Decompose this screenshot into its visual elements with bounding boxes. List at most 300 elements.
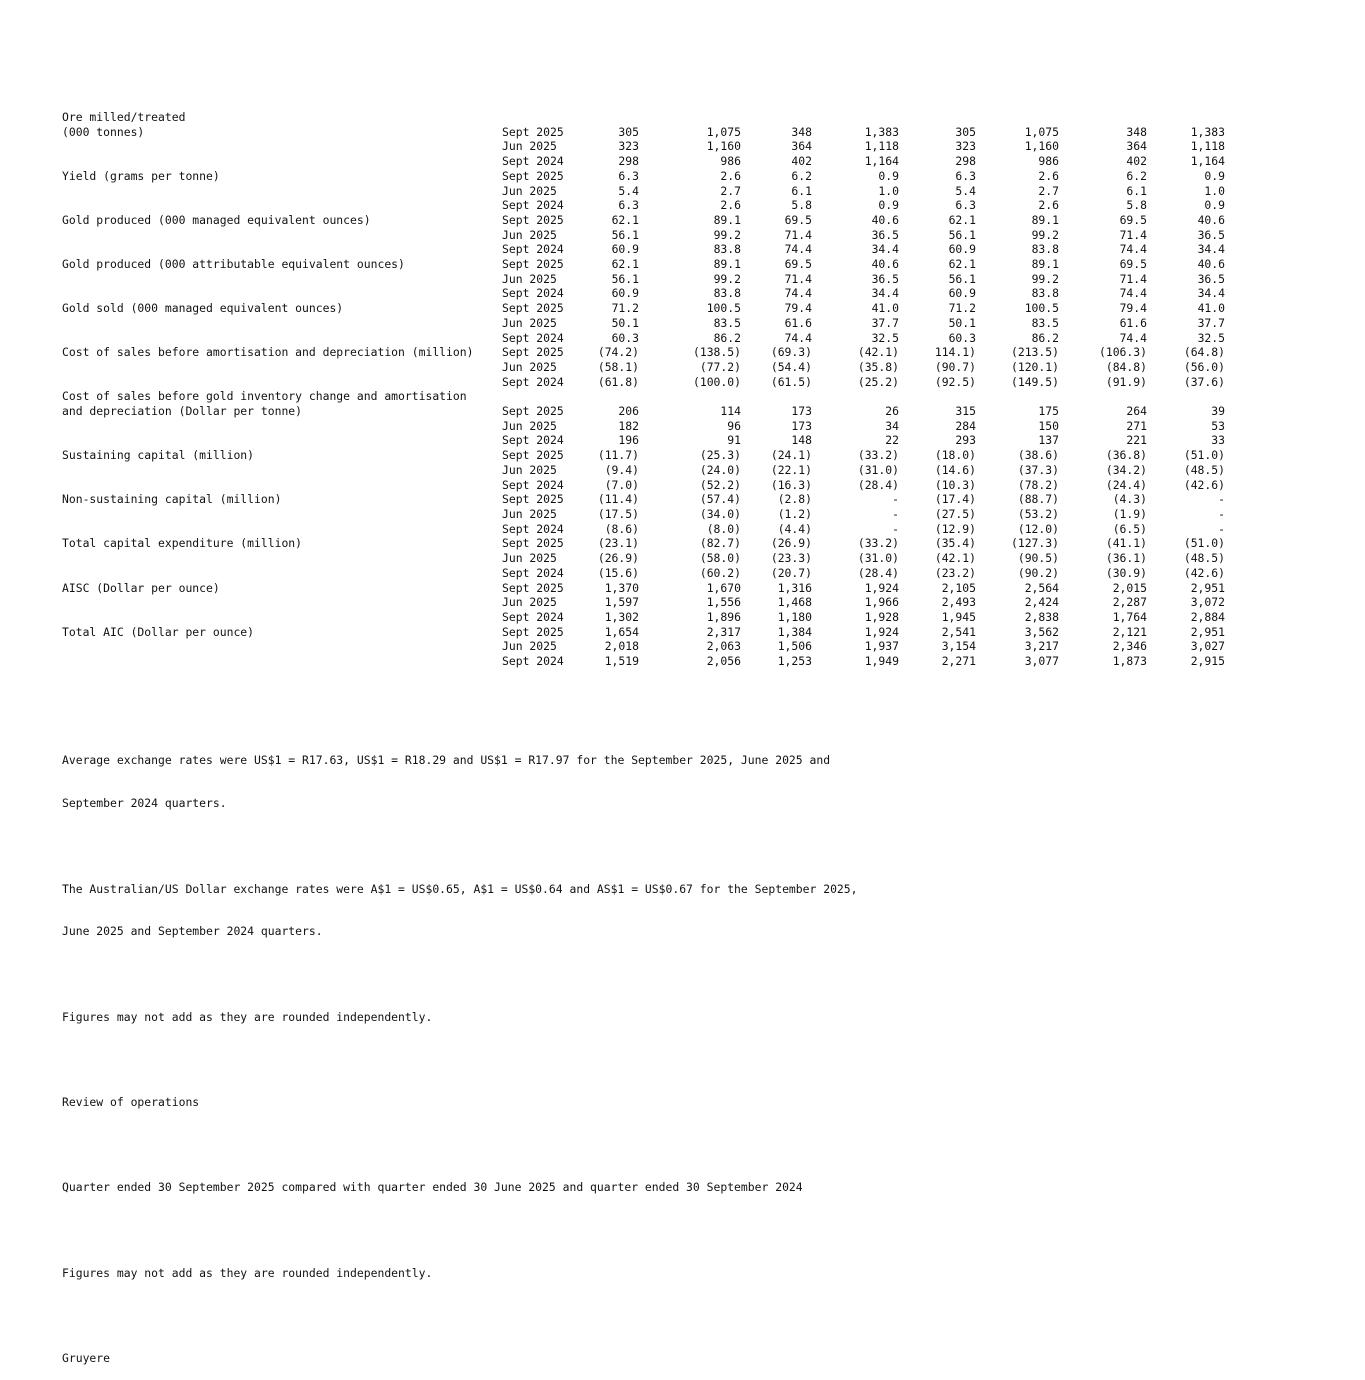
value-cell: 264	[1126, 404, 1147, 419]
value-cell: 74.4	[784, 242, 812, 257]
value-cell: 71.4	[1119, 227, 1147, 242]
value-cell: 83.5	[713, 315, 741, 330]
value-cell: (53.2)	[1017, 506, 1059, 521]
value-cell	[741, 110, 812, 125]
value-cell: 1.0	[878, 183, 899, 198]
value-cell: 1,180	[777, 609, 812, 624]
value-cell: (61.8)	[597, 374, 639, 389]
row-label	[62, 360, 502, 375]
row-period: Jun 2025	[502, 183, 557, 198]
table-row	[62, 478, 1225, 493]
spacer	[62, 839, 1342, 854]
value-cell: (92.5)	[934, 374, 976, 389]
value-cell: 305	[618, 124, 639, 139]
value-cell: 1,670	[706, 580, 741, 595]
value-cell: 36.5	[871, 227, 899, 242]
value-cell: 6.2	[791, 168, 812, 183]
value-cell: (11.4)	[597, 492, 639, 507]
value-cell: 6.2	[1126, 168, 1147, 183]
value-cell: (35.4)	[934, 536, 976, 551]
value-cell: 62.1	[611, 257, 639, 272]
row-period: Sept 2025	[502, 492, 564, 507]
value-cell: (60.2)	[699, 565, 741, 580]
row-period: Jun 2025	[502, 271, 557, 286]
value-cell: 6.1	[1126, 183, 1147, 198]
exchange-rate-note-line-2: September 2024 quarters.	[62, 796, 227, 811]
value-cell: 1,945	[941, 609, 976, 624]
value-cell: 221	[1126, 433, 1147, 448]
value-cell: 62.1	[611, 212, 639, 227]
row-period: Jun 2025	[502, 639, 557, 654]
row-label: Total AIC (Dollar per ounce)	[62, 624, 255, 639]
value-cell: 69.5	[1119, 257, 1147, 272]
value-cell: 2,063	[706, 639, 741, 654]
row-period: Sept 2024	[502, 374, 564, 389]
value-cell: 196	[618, 433, 639, 448]
value-cell: (91.9)	[1105, 374, 1147, 389]
value-cell: (27.5)	[934, 506, 976, 521]
value-cell: 1,383	[1190, 124, 1225, 139]
value-cell: 37.7	[871, 315, 899, 330]
value-cell: 1,556	[706, 595, 741, 610]
value-cell: 114	[720, 404, 741, 419]
row-period: Sept 2024	[502, 286, 564, 301]
value-cell: (24.1)	[770, 448, 812, 463]
table-row	[62, 492, 1225, 507]
row-label	[62, 375, 502, 390]
value-cell: 2,838	[1024, 609, 1059, 624]
table-row	[62, 433, 1225, 448]
value-cell: (54.4)	[770, 359, 812, 374]
spacer	[62, 967, 1342, 982]
value-cell: 148	[791, 433, 812, 448]
spacer	[62, 1308, 1342, 1323]
value-cell: (51.0)	[1183, 448, 1225, 463]
value-cell: 1,370	[604, 580, 639, 595]
table-row	[62, 448, 1225, 463]
value-cell: 37.7	[1197, 315, 1225, 330]
spacer	[62, 1138, 1342, 1153]
value-cell: 1,519	[604, 654, 639, 669]
row-period: Sept 2025	[502, 624, 564, 639]
value-cell: (90.2)	[1017, 565, 1059, 580]
value-cell: 99.2	[1031, 227, 1059, 242]
value-cell: (69.3)	[770, 345, 812, 360]
row-period: Sept 2025	[502, 168, 564, 183]
value-cell: 6.3	[618, 168, 639, 183]
value-cell	[582, 389, 639, 404]
value-cell: (25.3)	[699, 448, 741, 463]
value-cell: 2,346	[1112, 639, 1147, 654]
value-cell: 2,317	[706, 624, 741, 639]
value-cell: 40.6	[871, 257, 899, 272]
value-cell: 99.2	[1031, 271, 1059, 286]
row-label: Cost of sales before amortisation and depreciation (million)	[62, 345, 474, 360]
aud-exchange-note-line-2: June 2025 and September 2024 quarters.	[62, 924, 323, 939]
spacer	[62, 1223, 1342, 1238]
table-row	[62, 389, 1225, 404]
value-cell: 91	[727, 433, 741, 448]
value-cell: (213.5)	[1010, 345, 1059, 360]
value-cell: 62.1	[948, 212, 976, 227]
value-cell	[899, 389, 976, 404]
value-cell: (23.1)	[597, 536, 639, 551]
value-cell: (88.7)	[1017, 492, 1059, 507]
value-cell: -	[1218, 521, 1225, 536]
value-cell: 5.8	[1126, 198, 1147, 213]
value-cell: 36.5	[1197, 227, 1225, 242]
value-cell: 83.5	[1031, 315, 1059, 330]
value-cell: (51.0)	[1183, 536, 1225, 551]
value-cell: (8.0)	[706, 521, 741, 536]
value-cell: (30.9)	[1105, 565, 1147, 580]
value-cell: (11.7)	[597, 448, 639, 463]
value-cell: 26	[885, 404, 899, 419]
value-cell: (17.5)	[597, 506, 639, 521]
table-row	[62, 345, 1225, 360]
value-cell: 62.1	[948, 257, 976, 272]
row-label: Gold sold (000 managed equivalent ounces)	[62, 301, 344, 316]
value-cell: 2.6	[720, 168, 741, 183]
value-cell: (16.3)	[770, 477, 812, 492]
value-cell: 2,951	[1190, 624, 1225, 639]
row-period: Sept 2024	[502, 433, 564, 448]
value-cell: 74.4	[1119, 286, 1147, 301]
value-cell: (15.6)	[597, 565, 639, 580]
value-cell: -	[892, 521, 899, 536]
value-cell: (77.2)	[699, 359, 741, 374]
value-cell	[812, 110, 899, 125]
table-row	[62, 404, 1225, 419]
table-row	[62, 286, 1225, 301]
value-cell: (26.9)	[597, 551, 639, 566]
value-cell: (37.3)	[1017, 462, 1059, 477]
value-cell: 323	[955, 139, 976, 154]
value-cell: 71.4	[784, 271, 812, 286]
value-cell: 1,164	[864, 154, 899, 169]
table-row	[62, 522, 1225, 537]
table-row	[62, 125, 1225, 140]
row-period: Sept 2024	[502, 521, 564, 536]
value-cell: 2,951	[1190, 580, 1225, 595]
value-cell: 175	[1038, 404, 1059, 419]
value-cell: 89.1	[1031, 212, 1059, 227]
row-label: (000 tonnes)	[62, 124, 145, 139]
row-period: Sept 2024	[502, 477, 564, 492]
value-cell: 298	[955, 154, 976, 169]
table-row	[62, 198, 1225, 213]
value-cell: 1,654	[604, 624, 639, 639]
value-cell: 2,424	[1024, 595, 1059, 610]
value-cell: (26.9)	[770, 536, 812, 551]
value-cell: (42.6)	[1183, 565, 1225, 580]
value-cell: 323	[618, 139, 639, 154]
row-label	[62, 198, 502, 213]
row-label	[62, 433, 502, 448]
spacer	[62, 711, 1342, 726]
value-cell: (4.3)	[1112, 492, 1147, 507]
value-cell: 402	[791, 154, 812, 169]
value-cell: 986	[720, 154, 741, 169]
value-cell: 2.7	[720, 183, 741, 198]
value-cell: (90.7)	[934, 359, 976, 374]
row-period: Sept 2025	[502, 212, 564, 227]
value-cell: 56.1	[611, 271, 639, 286]
value-cell: (31.0)	[857, 462, 899, 477]
value-cell: 284	[955, 418, 976, 433]
rounding-note: Figures may not add as they are rounded independently.	[62, 1009, 433, 1024]
value-cell: (56.0)	[1183, 359, 1225, 374]
value-cell: 1,966	[864, 595, 899, 610]
row-label: Total capital expenditure (million)	[62, 536, 303, 551]
value-cell: 61.6	[1119, 315, 1147, 330]
value-cell: (127.3)	[1010, 536, 1059, 551]
row-period: Sept 2025	[502, 124, 564, 139]
row-period: Sept 2024	[502, 654, 564, 669]
row-label	[62, 419, 502, 434]
row-label	[62, 610, 502, 625]
value-cell: 206	[618, 404, 639, 419]
value-cell: 173	[791, 404, 812, 419]
value-cell: 1,506	[777, 639, 812, 654]
table-row	[62, 331, 1225, 346]
value-cell: (24.0)	[699, 462, 741, 477]
value-cell: (12.0)	[1017, 521, 1059, 536]
row-period: Sept 2025	[502, 345, 564, 360]
value-cell: 83.8	[1031, 286, 1059, 301]
value-cell: 1,160	[706, 139, 741, 154]
value-cell: 71.2	[611, 301, 639, 316]
value-cell: 71.4	[784, 227, 812, 242]
value-cell: (36.8)	[1105, 448, 1147, 463]
value-cell: 2,541	[941, 624, 976, 639]
value-cell: 2,884	[1190, 609, 1225, 624]
value-cell: 22	[885, 433, 899, 448]
row-label: Gold produced (000 managed equivalent ounces)	[62, 212, 371, 227]
row-label	[62, 551, 502, 566]
table-row	[62, 184, 1225, 199]
row-label	[62, 639, 502, 654]
value-cell	[899, 110, 976, 125]
row-period: Sept 2025	[502, 257, 564, 272]
value-cell: 0.9	[1204, 168, 1225, 183]
value-cell: (58.0)	[699, 551, 741, 566]
value-cell: 1,896	[706, 609, 741, 624]
table-row	[62, 242, 1225, 257]
value-cell: 1,468	[777, 595, 812, 610]
value-cell: -	[1218, 506, 1225, 521]
value-cell: 1,924	[864, 580, 899, 595]
value-cell: (33.2)	[857, 448, 899, 463]
value-cell: 1,316	[777, 580, 812, 595]
value-cell: (42.6)	[1183, 477, 1225, 492]
row-label	[62, 272, 502, 287]
value-cell: 1,253	[777, 654, 812, 669]
value-cell: (17.4)	[934, 492, 976, 507]
value-cell: 60.3	[611, 330, 639, 345]
row-period: Sept 2024	[502, 154, 564, 169]
value-cell: 40.6	[871, 212, 899, 227]
table-row	[62, 213, 1225, 228]
value-cell: 0.9	[878, 168, 899, 183]
table-row	[62, 110, 1225, 125]
row-label	[62, 286, 502, 301]
value-cell: 56.1	[948, 271, 976, 286]
value-cell: 56.1	[611, 227, 639, 242]
value-cell: 1.0	[1204, 183, 1225, 198]
table-row	[62, 375, 1225, 390]
row-label: AISC (Dollar per ounce)	[62, 580, 220, 595]
value-cell: 298	[618, 154, 639, 169]
value-cell: 1,160	[1024, 139, 1059, 154]
table-row	[62, 463, 1225, 478]
value-cell: 69.5	[784, 257, 812, 272]
value-cell: (12.9)	[934, 521, 976, 536]
value-cell: (6.5)	[1112, 521, 1147, 536]
value-cell: 1,873	[1112, 654, 1147, 669]
value-cell: 3,154	[941, 639, 976, 654]
value-cell	[976, 110, 1059, 125]
value-cell: 100.5	[706, 301, 741, 316]
value-cell: 293	[955, 433, 976, 448]
value-cell: 69.5	[784, 212, 812, 227]
value-cell: 89.1	[1031, 257, 1059, 272]
table-row	[62, 581, 1225, 596]
value-cell: (8.6)	[604, 521, 639, 536]
value-cell: 2,287	[1112, 595, 1147, 610]
row-label	[62, 139, 502, 154]
row-label	[62, 316, 502, 331]
spacer	[62, 1052, 1342, 1067]
value-cell: 6.3	[618, 198, 639, 213]
value-cell: (9.4)	[604, 462, 639, 477]
value-cell: (28.4)	[857, 477, 899, 492]
value-cell: 3,077	[1024, 654, 1059, 669]
value-cell: (35.8)	[857, 359, 899, 374]
value-cell: 86.2	[713, 330, 741, 345]
rounding-note-2: Figures may not add as they are rounded independently.	[62, 1265, 433, 1280]
value-cell: 50.1	[948, 315, 976, 330]
value-cell: 2,018	[604, 639, 639, 654]
value-cell: 364	[791, 139, 812, 154]
value-cell: 34.4	[1197, 286, 1225, 301]
review-heading: Review of operations	[62, 1094, 200, 1109]
value-cell: 1,075	[1024, 124, 1059, 139]
value-cell: 2,015	[1112, 580, 1147, 595]
row-label	[62, 184, 502, 199]
value-cell: (23.2)	[934, 565, 976, 580]
operations-table	[62, 110, 1225, 669]
row-period	[502, 110, 582, 125]
value-cell: 71.2	[948, 301, 976, 316]
table-row	[62, 654, 1225, 669]
value-cell: 6.3	[955, 198, 976, 213]
value-cell: 2,121	[1112, 624, 1147, 639]
table-row	[62, 272, 1225, 287]
value-cell: (33.2)	[857, 536, 899, 551]
value-cell: 6.1	[791, 183, 812, 198]
table-row	[62, 419, 1225, 434]
quarter-comparison-heading: Quarter ended 30 September 2025 compared with quarter ended 30 June 2025 and quarter ended 30 September 2024	[62, 1180, 803, 1195]
operations-table-body	[62, 110, 1225, 669]
value-cell: (42.1)	[934, 551, 976, 566]
value-cell: 41.0	[1197, 301, 1225, 316]
value-cell: (42.1)	[857, 345, 899, 360]
value-cell: 1,764	[1112, 609, 1147, 624]
row-label: Sustaining capital (million)	[62, 448, 255, 463]
value-cell: (90.5)	[1017, 551, 1059, 566]
value-cell: (84.8)	[1105, 359, 1147, 374]
value-cell: 137	[1038, 433, 1059, 448]
row-period: Jun 2025	[502, 506, 557, 521]
value-cell: (1.9)	[1112, 506, 1147, 521]
value-cell: (48.5)	[1183, 462, 1225, 477]
value-cell: 71.4	[1119, 271, 1147, 286]
value-cell: 86.2	[1031, 330, 1059, 345]
value-cell	[582, 110, 639, 125]
value-cell: 348	[791, 124, 812, 139]
value-cell: 2,105	[941, 580, 976, 595]
value-cell: (149.5)	[1010, 374, 1059, 389]
value-cell: 1,384	[777, 624, 812, 639]
value-cell: (31.0)	[857, 551, 899, 566]
value-cell	[639, 110, 741, 125]
value-cell: 89.1	[713, 257, 741, 272]
value-cell	[812, 389, 899, 404]
value-cell: (58.1)	[597, 359, 639, 374]
value-cell: 1,118	[1190, 139, 1225, 154]
value-cell: (10.3)	[934, 477, 976, 492]
row-label: Non-sustaining capital (million)	[62, 492, 282, 507]
value-cell: 99.2	[713, 227, 741, 242]
table-row	[62, 507, 1225, 522]
row-label	[62, 595, 502, 610]
value-cell: (82.7)	[699, 536, 741, 551]
value-cell: 89.1	[713, 212, 741, 227]
value-cell: 34.4	[1197, 242, 1225, 257]
value-cell: (36.1)	[1105, 551, 1147, 566]
value-cell: (64.8)	[1183, 345, 1225, 360]
value-cell: 114.1)	[934, 345, 976, 360]
table-row	[62, 301, 1225, 316]
value-cell: (38.6)	[1017, 448, 1059, 463]
row-label	[62, 331, 502, 346]
value-cell: (18.0)	[934, 448, 976, 463]
aud-exchange-note-line-1: The Australian/US Dollar exchange rates were A$1 = US$0.65, A$1 = US$0.64 and AS$1 = US$0.67 for the September 2025,	[62, 881, 858, 896]
value-cell: -	[1218, 492, 1225, 507]
row-label	[62, 478, 502, 493]
row-label: Yield (grams per tonne)	[62, 168, 220, 183]
row-period: Sept 2024	[502, 330, 564, 345]
value-cell: 5.4	[618, 183, 639, 198]
value-cell: (74.2)	[597, 345, 639, 360]
row-label	[62, 522, 502, 537]
value-cell: 83.8	[713, 286, 741, 301]
value-cell: 60.9	[948, 286, 976, 301]
value-cell	[639, 389, 741, 404]
row-period: Sept 2024	[502, 565, 564, 580]
value-cell: (100.0)	[692, 374, 741, 389]
value-cell: 40.6	[1197, 257, 1225, 272]
value-cell: 0.9	[878, 198, 899, 213]
value-cell: (34.2)	[1105, 462, 1147, 477]
row-period: Sept 2025	[502, 580, 564, 595]
row-label	[62, 228, 502, 243]
table-row	[62, 360, 1225, 375]
value-cell: 315	[955, 404, 976, 419]
value-cell: (4.4)	[777, 521, 812, 536]
value-cell: 34.4	[871, 286, 899, 301]
